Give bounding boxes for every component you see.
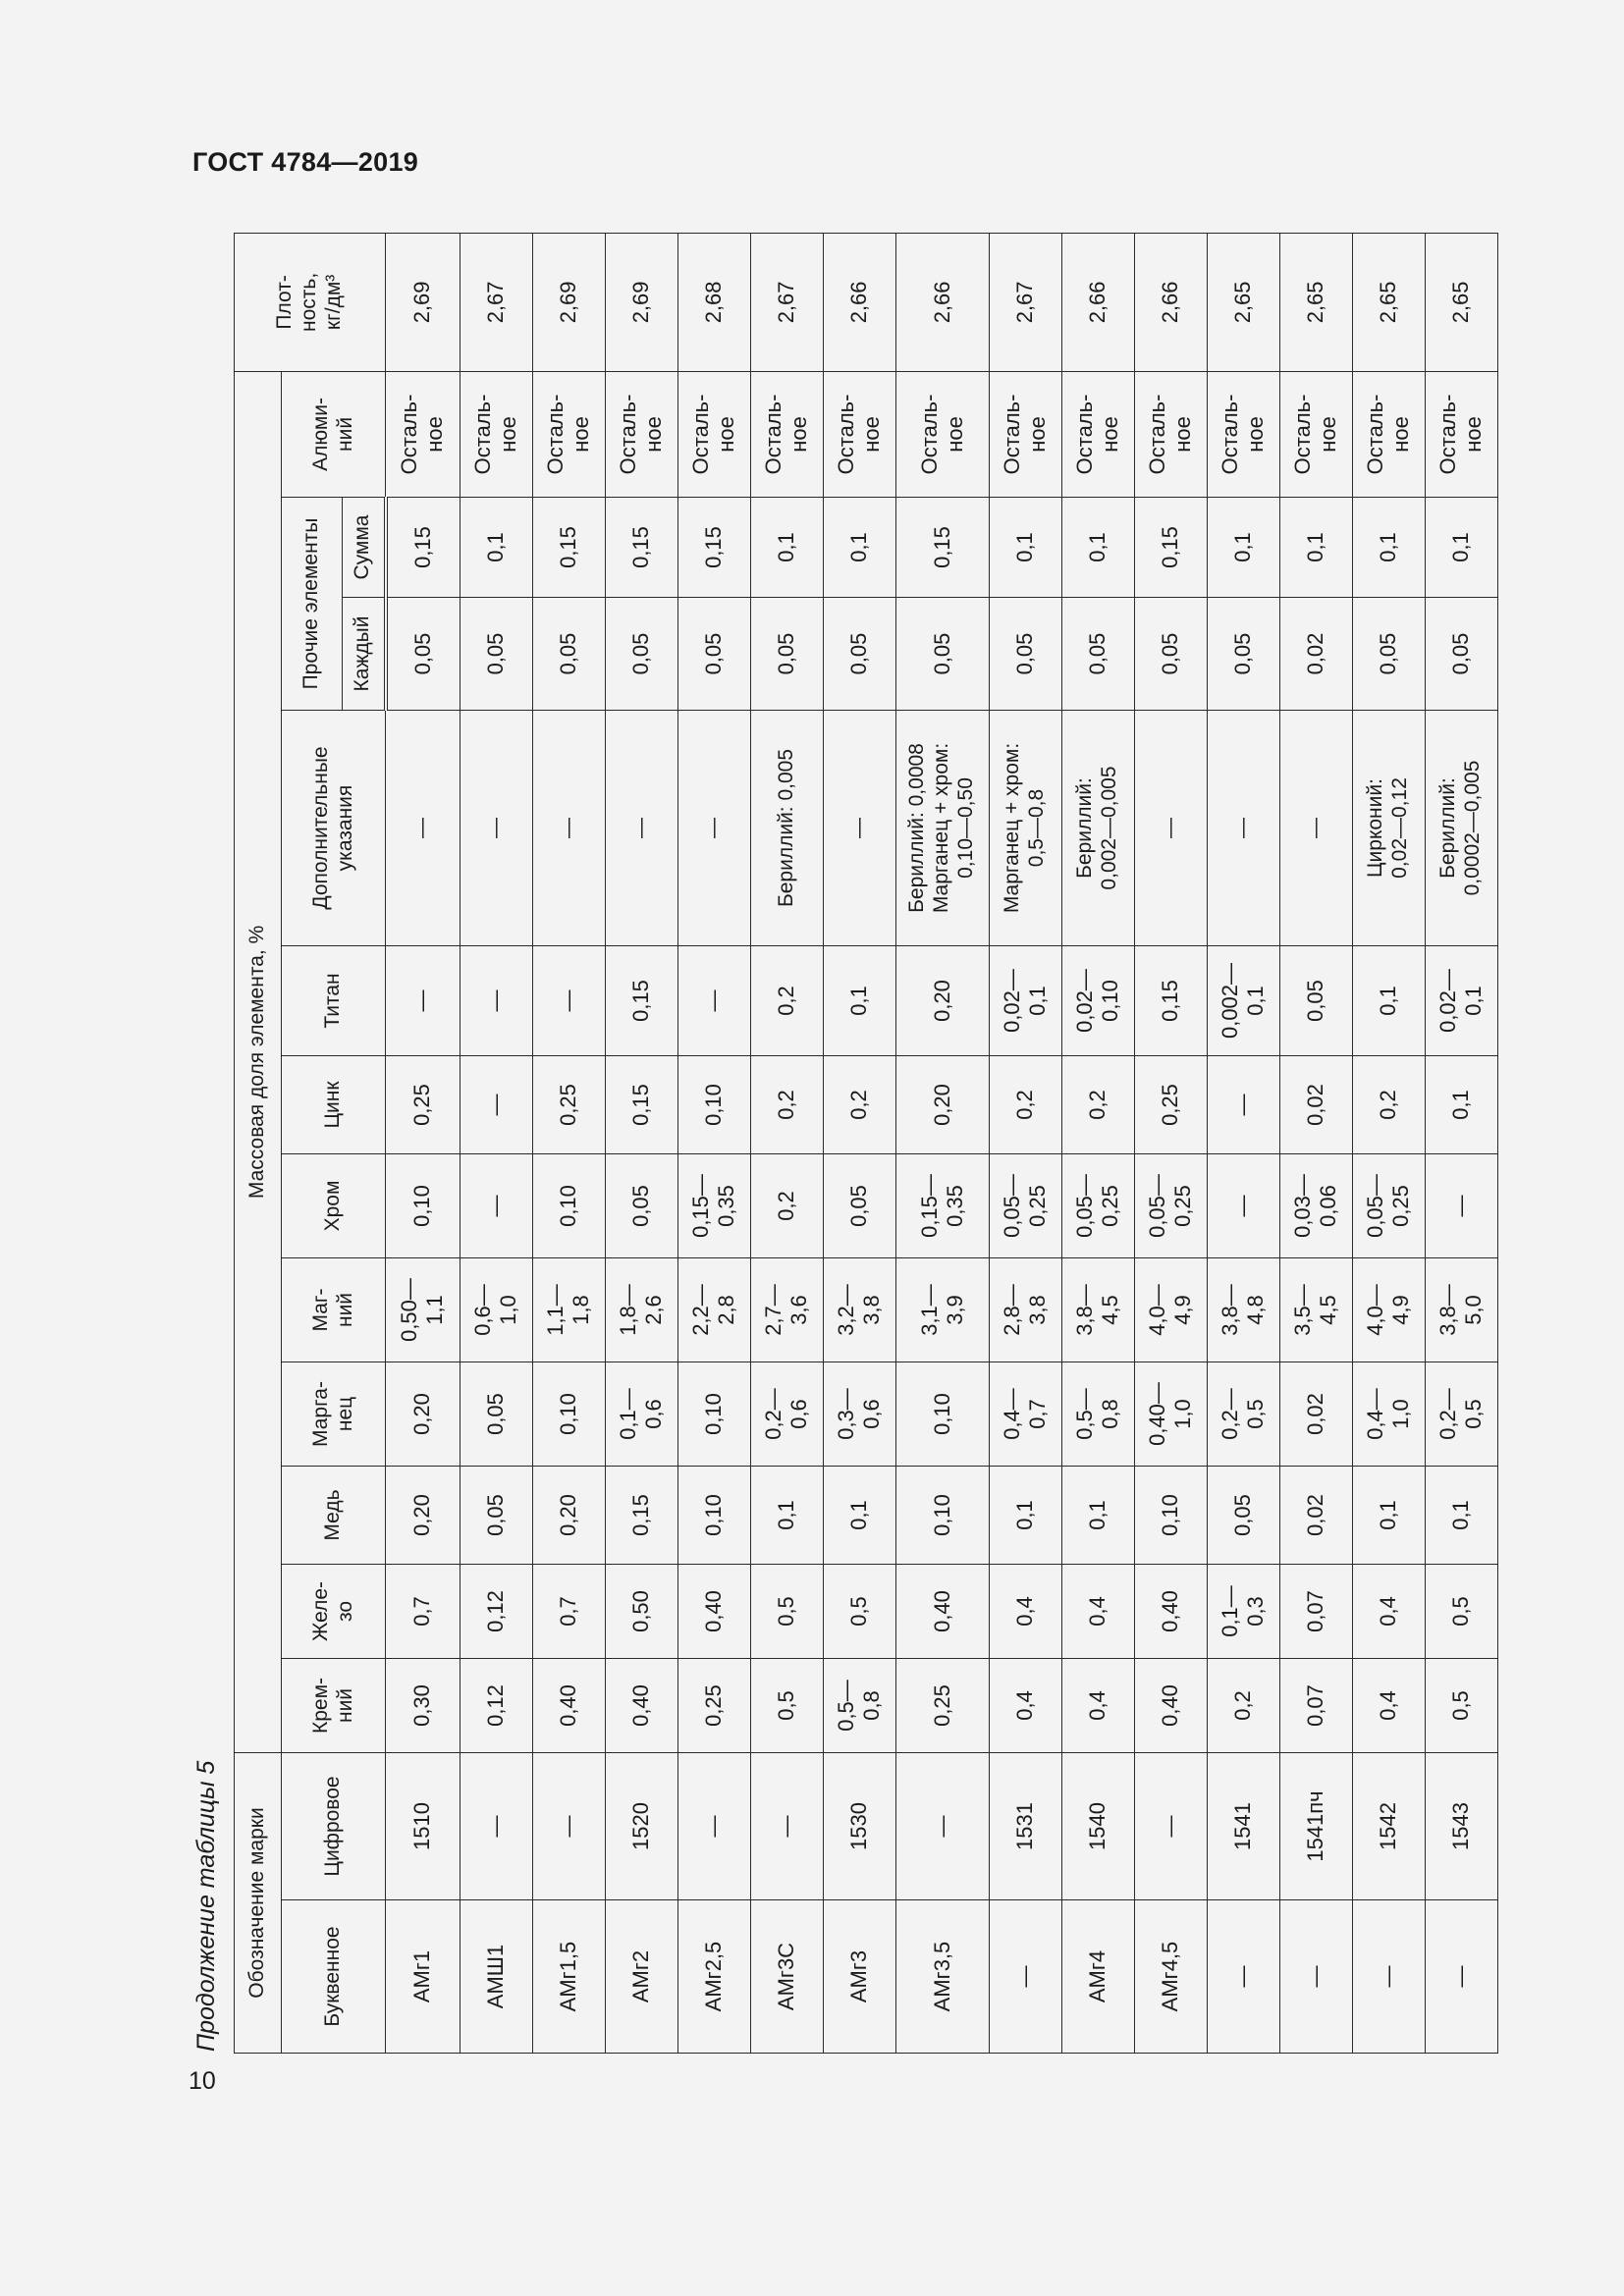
additional-cell: — [1207,711,1279,946]
copper-cell: 0,1 [1061,1467,1134,1565]
zinc-cell: 0,25 [386,1056,460,1154]
header-silicon: Крем- ний [282,1659,386,1753]
table-row [532,233,605,2053]
additional-cell: Бериллий: 0,005 [750,711,823,946]
each-cell: 0,05 [460,598,532,711]
copper-cell: 0,1 [989,1467,1061,1565]
manganese-cell: 0,4— 1,0 [1352,1362,1425,1467]
manganese-cell: 0,2— 0,5 [1207,1362,1279,1467]
zinc-cell: 0,2 [823,1056,895,1154]
chromium-cell: 0,05— 0,25 [1061,1154,1134,1258]
table-row [750,233,823,2053]
digital-cell: — [460,1753,532,1900]
silicon-cell: 0,4 [1061,1659,1134,1753]
additional-cell: Цирконий: 0,02—0,12 [1352,711,1425,946]
sum-cell: 0,1 [1425,498,1497,598]
zinc-cell: — [1207,1056,1279,1154]
additional-cell: — [1279,711,1352,946]
digital-cell: — [532,1753,605,1900]
copper-cell: 0,20 [532,1467,605,1565]
letter-cell: АМг1,5 [532,1900,605,2054]
table-row [1279,233,1352,2053]
aluminium-cell: Осталь- ное [1352,371,1425,497]
chromium-cell: 0,03— 0,06 [1279,1154,1352,1258]
each-cell: 0,05 [1061,598,1134,711]
silicon-cell: 0,30 [386,1659,460,1753]
header-zinc: Цинк [282,1056,386,1154]
manganese-cell: 0,20 [386,1362,460,1467]
magnesium-cell: 0,6— 1,0 [460,1258,532,1362]
sum-cell: 0,15 [895,498,989,598]
composition-table [234,233,1498,2054]
aluminium-cell: Осталь- ное [1061,371,1134,497]
digital-cell: — [895,1753,989,1900]
aluminium-cell: Осталь- ное [1425,371,1497,497]
zinc-cell: 0,2 [989,1056,1061,1154]
table-row [895,233,989,2053]
additional-cell: — [605,711,677,946]
magnesium-cell: 3,1— 3,9 [895,1258,989,1362]
iron-cell: 0,40 [1134,1565,1207,1659]
table-row [605,233,677,2053]
chromium-cell: 0,10 [386,1154,460,1258]
manganese-cell: 0,10 [895,1362,989,1467]
sum-cell: 0,15 [605,498,677,598]
titanium-cell: — [532,946,605,1056]
copper-cell: 0,05 [1207,1467,1279,1565]
letter-cell: АМг3 [823,1900,895,2054]
each-cell: 0,05 [1352,598,1425,711]
zinc-cell: 0,2 [750,1056,823,1154]
copper-cell: 0,10 [895,1467,989,1565]
each-cell: 0,05 [386,598,460,711]
additional-cell: — [460,711,532,946]
density-cell: 2,69 [532,233,605,371]
silicon-cell: 0,40 [605,1659,677,1753]
zinc-cell: 0,1 [1425,1056,1497,1154]
table-row [1061,233,1134,2053]
chromium-cell: 0,05— 0,25 [1134,1154,1207,1258]
copper-cell: 0,1 [1425,1467,1497,1565]
additional-cell: Бериллий: 0,0008 Марганец + хром: 0,10—0,50 [895,711,989,946]
manganese-cell: 0,2— 0,5 [1425,1362,1497,1467]
silicon-cell: 0,5 [1425,1659,1497,1753]
silicon-cell: 0,25 [895,1659,989,1753]
silicon-cell: 0,40 [532,1659,605,1753]
digital-cell: — [750,1753,823,1900]
digital-cell: 1542 [1352,1753,1425,1900]
letter-cell: — [1279,1900,1352,2054]
zinc-cell: 0,25 [532,1056,605,1154]
titanium-cell: 0,15 [1134,946,1207,1056]
magnesium-cell: 3,8— 4,8 [1207,1258,1279,1362]
titanium-cell: 0,05 [1279,946,1352,1056]
aluminium-cell: Осталь- ное [895,371,989,497]
header-titanium: Титан [282,946,386,1056]
header-density [235,233,386,371]
density-cell: 2,66 [1134,233,1207,371]
titanium-cell: 0,20 [895,946,989,1056]
letter-cell: — [1207,1900,1279,2054]
iron-cell: 0,4 [1352,1565,1425,1659]
iron-cell: 0,4 [989,1565,1061,1659]
aluminium-cell: Осталь- ное [1279,371,1352,497]
density-cell: 2,66 [823,233,895,371]
aluminium-cell: Осталь- ное [750,371,823,497]
chromium-cell: 0,05 [823,1154,895,1258]
silicon-cell: 0,5 [750,1659,823,1753]
each-cell: 0,05 [1134,598,1207,711]
density-cell: 2,65 [1207,233,1279,371]
titanium-cell: — [460,946,532,1056]
aluminium-cell: Осталь- ное [677,371,750,497]
sum-cell: 0,1 [1207,498,1279,598]
iron-cell: 0,07 [1279,1565,1352,1659]
chromium-cell: 0,05— 0,25 [1352,1154,1425,1258]
sum-cell: 0,15 [1134,498,1207,598]
density-cell: 2,68 [677,233,750,371]
composition-table-body [386,233,1498,2053]
manganese-cell: 0,4— 0,7 [989,1362,1061,1467]
sum-cell: 0,1 [989,498,1061,598]
table-row [1207,233,1279,2053]
aluminium-cell: Осталь- ное [460,371,532,497]
aluminium-cell: Осталь- ное [823,371,895,497]
aluminium-cell: Осталь- ное [605,371,677,497]
each-cell: 0,05 [750,598,823,711]
copper-cell: 0,10 [677,1467,750,1565]
letter-cell: АМг4 [1061,1900,1134,2054]
sum-cell: 0,1 [1352,498,1425,598]
silicon-cell: 0,40 [1134,1659,1207,1753]
magnesium-cell: 1,8— 2,6 [605,1258,677,1362]
titanium-cell: 0,02— 0,1 [989,946,1061,1056]
sum-cell: 0,15 [386,498,460,598]
magnesium-cell: 1,1— 1,8 [532,1258,605,1362]
chromium-cell: 0,10 [532,1154,605,1258]
zinc-cell: — [460,1056,532,1154]
manganese-cell: 0,1— 0,6 [605,1362,677,1467]
density-cell: 2,69 [386,233,460,371]
titanium-cell: 0,1 [823,946,895,1056]
sum-cell: 0,1 [750,498,823,598]
each-cell: 0,05 [1425,598,1497,711]
digital-cell: 1510 [386,1753,460,1900]
iron-cell: 0,4 [1061,1565,1134,1659]
additional-cell: Бериллий: 0,002—0,005 [1061,711,1134,946]
additional-cell: — [677,711,750,946]
manganese-cell: 0,5— 0,8 [1061,1362,1134,1467]
header-manganese: Марга- нец [282,1362,386,1467]
sum-cell: 0,1 [1061,498,1134,598]
sum-cell: 0,15 [677,498,750,598]
silicon-cell: 0,12 [460,1659,532,1753]
silicon-cell: 0,2 [1207,1659,1279,1753]
composition-table-box [234,234,1486,2054]
density-cell: 2,67 [750,233,823,371]
silicon-cell: 0,5— 0,8 [823,1659,895,1753]
iron-cell: 0,7 [532,1565,605,1659]
copper-cell: 0,20 [386,1467,460,1565]
letter-cell: АМг1 [386,1900,460,2054]
table-row [460,233,532,2053]
header-each: Каждый [343,598,386,711]
sum-cell: 0,1 [1279,498,1352,598]
letter-cell: — [1425,1900,1497,2054]
density-cell: 2,67 [460,233,532,371]
titanium-cell: 0,02— 0,1 [1425,946,1497,1056]
letter-cell: АМШ1 [460,1900,532,2054]
titanium-cell: 0,002— 0,1 [1207,946,1279,1056]
letter-cell: АМг4,5 [1134,1900,1207,2054]
each-cell: 0,05 [605,598,677,711]
header-magnesium: Маг- ний [282,1258,386,1362]
each-cell: 0,05 [532,598,605,711]
each-cell: 0,02 [1279,598,1352,711]
zinc-cell: 0,02 [1279,1056,1352,1154]
each-cell: 0,05 [823,598,895,711]
table-row [989,233,1061,2053]
magnesium-cell: 3,2— 3,8 [823,1258,895,1362]
digital-cell: — [1134,1753,1207,1900]
table-row [1425,233,1497,2053]
chromium-cell: 0,05— 0,25 [989,1154,1061,1258]
magnesium-cell: 3,5— 4,5 [1279,1258,1352,1362]
chromium-cell: — [460,1154,532,1258]
each-cell: 0,05 [1207,598,1279,711]
header-letter: Буквенное [282,1900,386,2054]
zinc-cell: 0,10 [677,1056,750,1154]
iron-cell: 0,5 [823,1565,895,1659]
header-digital: Цифровое [282,1753,386,1900]
manganese-cell: 0,2— 0,6 [750,1362,823,1467]
table-row [677,233,750,2053]
additional-cell: — [386,711,460,946]
density-cell: 2,65 [1352,233,1425,371]
iron-cell: 0,5 [1425,1565,1497,1659]
table-row [1134,233,1207,2053]
digital-cell: 1520 [605,1753,677,1900]
magnesium-cell: 4,0— 4,9 [1352,1258,1425,1362]
copper-cell: 0,1 [1352,1467,1425,1565]
zinc-cell: 0,20 [895,1056,989,1154]
aluminium-cell: Осталь- ное [1207,371,1279,497]
iron-cell: 0,5 [750,1565,823,1659]
chromium-cell: 0,2 [750,1154,823,1258]
manganese-cell: 0,10 [677,1362,750,1467]
composition-table-rotated [234,234,1486,2054]
header-aluminium: Алюми- ний [282,371,386,497]
manganese-cell: 0,02 [1279,1362,1352,1467]
magnesium-cell: 2,8— 3,8 [989,1258,1061,1362]
digital-cell: 1543 [1425,1753,1497,1900]
density-cell: 2,65 [1279,233,1352,371]
additional-cell: — [1134,711,1207,946]
digital-cell: 1531 [989,1753,1061,1900]
titanium-cell: 0,2 [750,946,823,1056]
header-designation: Обозначение марки [235,1753,282,2054]
each-cell: 0,05 [677,598,750,711]
iron-cell: 0,12 [460,1565,532,1659]
magnesium-cell: 0,50— 1,1 [386,1258,460,1362]
sum-cell: 0,15 [532,498,605,598]
manganese-cell: 0,40— 1,0 [1134,1362,1207,1467]
magnesium-cell: 2,7— 3,6 [750,1258,823,1362]
table-row [823,233,895,2053]
copper-cell: 0,10 [1134,1467,1207,1565]
density-cell: 2,65 [1425,233,1497,371]
density-cell: 2,67 [989,233,1061,371]
header-copper: Медь [282,1467,386,1565]
manganese-cell: 0,10 [532,1362,605,1467]
aluminium-cell: Осталь- ное [989,371,1061,497]
density-cell: 2,69 [605,233,677,371]
chromium-cell: — [1425,1154,1497,1258]
titanium-cell: 0,1 [1352,946,1425,1056]
letter-cell: АМг2,5 [677,1900,750,2054]
table-row [1352,233,1425,2053]
header-additional: Дополнительные указания [282,711,386,946]
page-number: 10 [189,2067,216,2095]
zinc-cell: 0,2 [1061,1056,1134,1154]
magnesium-cell: 4,0— 4,9 [1134,1258,1207,1362]
aluminium-cell: Осталь- ное [532,371,605,497]
copper-cell: 0,15 [605,1467,677,1565]
magnesium-cell: 2,2— 2,8 [677,1258,750,1362]
zinc-cell: 0,25 [1134,1056,1207,1154]
additional-cell: — [532,711,605,946]
header-iron: Желе- зо [282,1565,386,1659]
copper-cell: 0,1 [823,1467,895,1565]
aluminium-cell: Осталь- ное [386,371,460,497]
titanium-cell: — [386,946,460,1056]
each-cell: 0,05 [989,598,1061,711]
digital-cell: 1541 [1207,1753,1279,1900]
additional-cell: — [823,711,895,946]
digital-cell: 1541пч [1279,1753,1352,1900]
table-row [386,233,460,2053]
table-caption-wrap [177,1728,236,2052]
copper-cell: 0,05 [460,1467,532,1565]
iron-cell: 0,50 [605,1565,677,1659]
sum-cell: 0,1 [823,498,895,598]
chromium-cell: 0,15— 0,35 [895,1154,989,1258]
copper-cell: 0,02 [1279,1467,1352,1565]
chromium-cell: 0,05 [605,1154,677,1258]
silicon-cell: 0,4 [1352,1659,1425,1753]
titanium-cell: 0,15 [605,946,677,1056]
silicon-cell: 0,25 [677,1659,750,1753]
header-sum: Сумма [343,498,386,598]
manganese-cell: 0,05 [460,1362,532,1467]
digital-cell: 1530 [823,1753,895,1900]
letter-cell: АМг3,5 [895,1900,989,2054]
zinc-cell: 0,2 [1352,1056,1425,1154]
document-header: ГОСТ 4784—2019 [192,147,419,177]
density-cell: 2,66 [1061,233,1134,371]
additional-cell: Марганец + хром: 0,5—0,8 [989,711,1061,946]
magnesium-cell: 3,8— 4,5 [1061,1258,1134,1362]
each-cell: 0,05 [895,598,989,711]
magnesium-cell: 3,8— 5,0 [1425,1258,1497,1362]
header-chromium: Хром [282,1154,386,1258]
iron-cell: 0,7 [386,1565,460,1659]
density-cell: 2,66 [895,233,989,371]
header-other-elements: Прочие элементы [282,498,343,711]
manganese-cell: 0,3— 0,6 [823,1362,895,1467]
iron-cell: 0,40 [895,1565,989,1659]
iron-cell: 0,40 [677,1565,750,1659]
letter-cell: АМг3С [750,1900,823,2054]
aluminium-cell: Осталь- ное [1134,371,1207,497]
iron-cell: 0,1— 0,3 [1207,1565,1279,1659]
sum-cell: 0,1 [460,498,532,598]
silicon-cell: 0,07 [1279,1659,1352,1753]
titanium-cell: — [677,946,750,1056]
header-density-label: Плот- ность, кг/дм³ [273,272,345,332]
table-caption: Продолжение таблицы 5 [192,1760,220,2052]
digital-cell: 1540 [1061,1753,1134,1900]
chromium-cell: — [1207,1154,1279,1258]
digital-cell: — [677,1753,750,1900]
letter-cell: — [989,1900,1061,2054]
letter-cell: — [1352,1900,1425,2054]
chromium-cell: 0,15— 0,35 [677,1154,750,1258]
header-mass-fraction: Массовая доля элемента, % [235,371,282,1752]
copper-cell: 0,1 [750,1467,823,1565]
additional-cell: Бериллий: 0,0002—0,005 [1425,711,1497,946]
silicon-cell: 0,4 [989,1659,1061,1753]
letter-cell: АМг2 [605,1900,677,2054]
titanium-cell: 0,02— 0,10 [1061,946,1134,1056]
zinc-cell: 0,15 [605,1056,677,1154]
